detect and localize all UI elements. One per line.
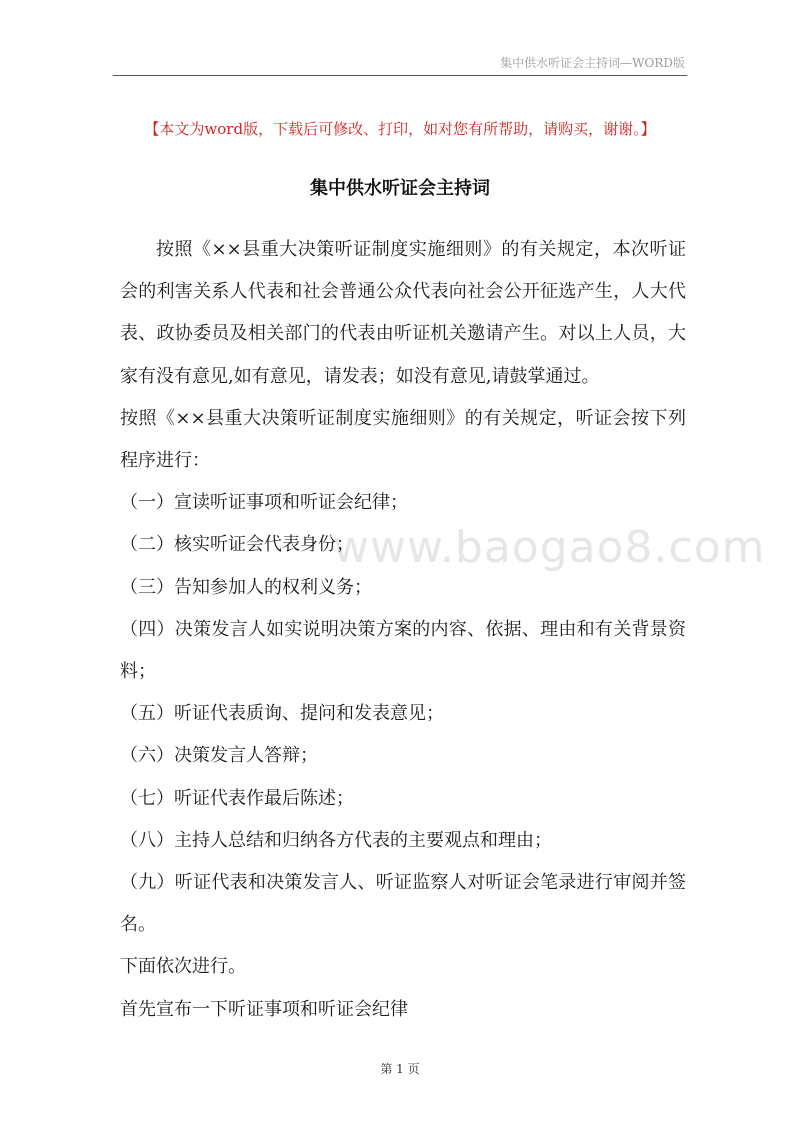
header-rule	[113, 75, 687, 76]
purchase-notice: 【本文为word版，下载后可修改、打印，如对您有所帮助，请购买，谢谢。】	[144, 120, 656, 138]
list-item: （八）主持人总结和归纳各方代表的主要观点和理由；	[120, 829, 552, 851]
list-item: （九）听证代表和决策发言人、听证监察人对听证会笔录进行审阅并签名。	[120, 872, 686, 936]
list-item: （一）宣读听证事项和听证会纪律；	[120, 492, 408, 514]
list-item: （四）决策发言人如实说明决策方案的内容、依据、理由和有关背景资料；	[120, 618, 686, 683]
list-item: （二）核实听证会代表身份；	[120, 534, 354, 556]
paragraph-intro: 按照《××县重大决策听证制度实施细则》的有关规定，本次听证会的利害关系人代表和社会普通公众代表向社会公开征选产生，人大代表、政协委员及相关部门的代表由听证机关邀请产生。对以上人员，大家有没有意见,如有意见，请发表；如没有意见,请鼓掌通过。	[120, 239, 686, 387]
running-header: 集中供水听证会主持词—WORD版	[500, 56, 685, 70]
list-item: （五）听证代表质询、提问和发表意见；	[120, 703, 444, 725]
list-item: （七）听证代表作最后陈述；	[120, 787, 354, 809]
paragraph-sequence: 下面依次进行。	[120, 956, 246, 978]
page-title: 集中供水听证会主持词	[310, 178, 490, 199]
paragraph-procedure: 按照《××县重大决策听证制度实施细则》的有关规定，听证会按下列程序进行：	[120, 407, 686, 472]
list-item: （三）告知参加人的权利义务；	[120, 576, 372, 598]
paragraph-announce: 首先宣布一下听证事项和听证会纪律	[120, 998, 408, 1020]
page-number: 第 1 页	[380, 1062, 420, 1076]
watermark: www.baogao8.com	[333, 522, 766, 573]
document-body	[120, 229, 686, 1031]
list-item: （六）决策发言人答辩；	[120, 745, 318, 767]
